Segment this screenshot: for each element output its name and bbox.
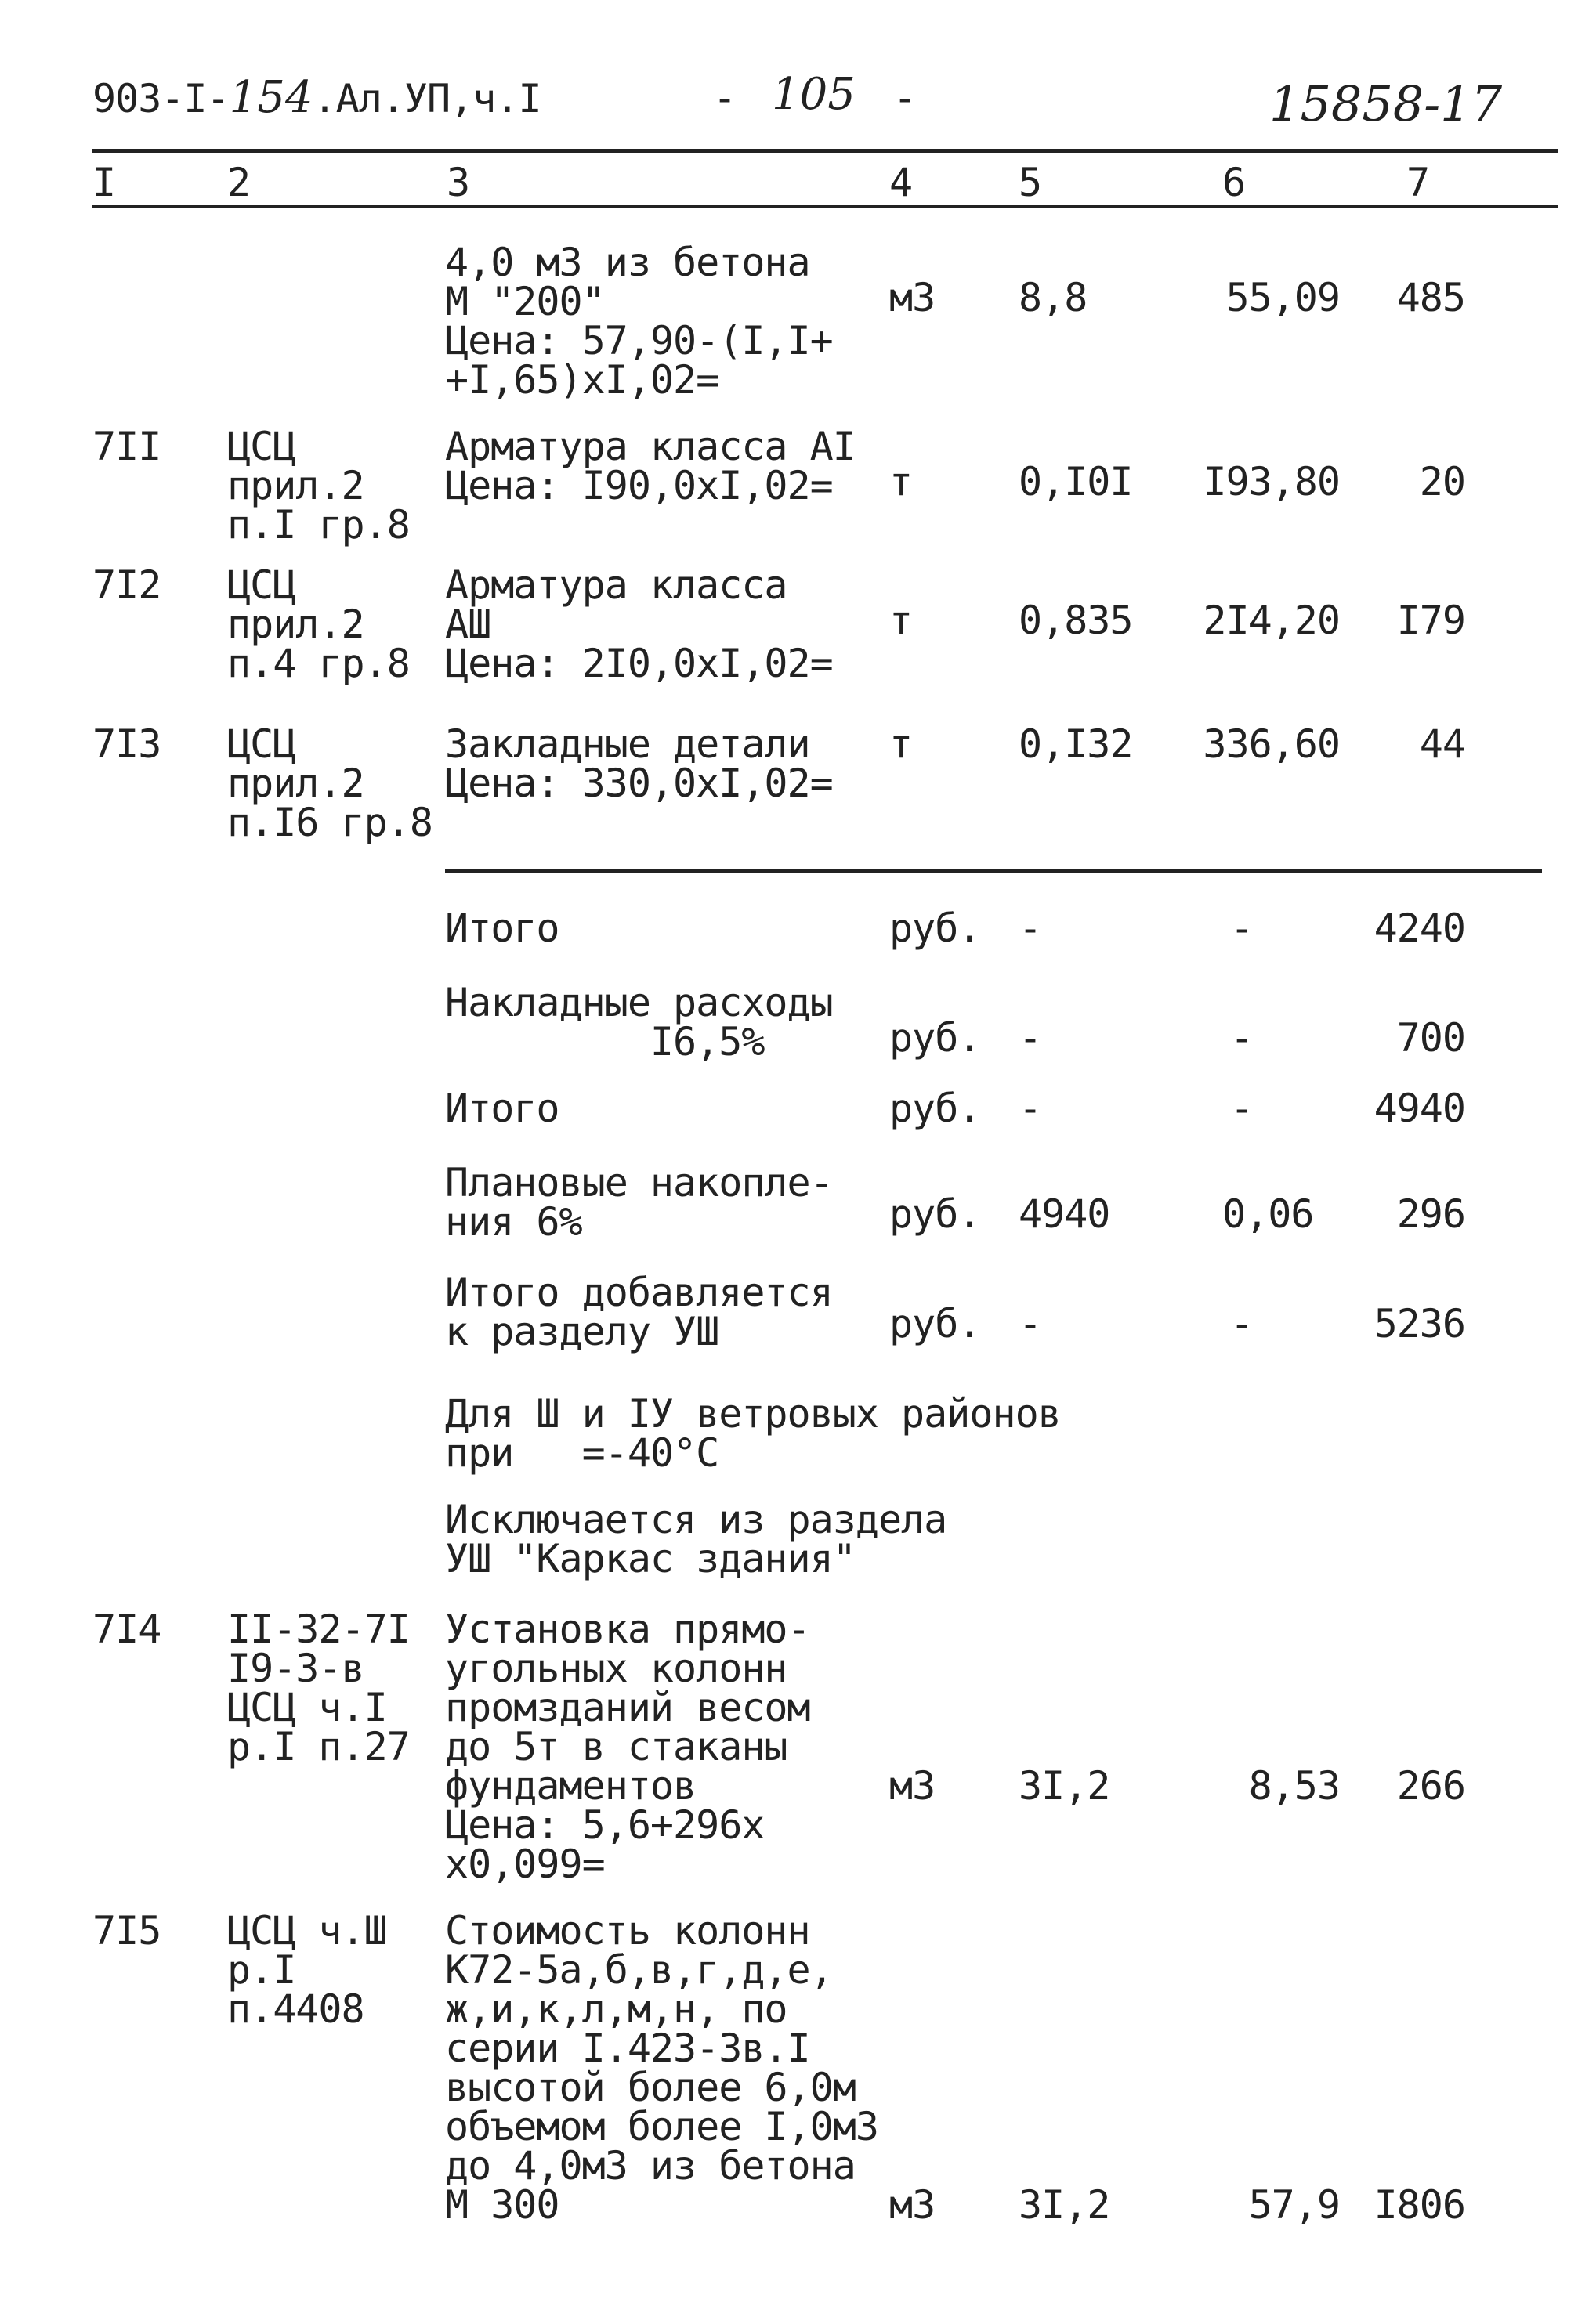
col-header-6: 6 (1222, 160, 1246, 205)
summary-price: - (1230, 1301, 1254, 1346)
row-number: 7II (92, 424, 161, 469)
summary-total: 4940 (1374, 1086, 1465, 1131)
col-header-3: 3 (447, 160, 470, 205)
summary-qty: - (1019, 1015, 1042, 1061)
row-total: 20 (1419, 459, 1465, 504)
row-reference: ЦСЦ прил.2 п.I6 гр.8 (227, 721, 433, 845)
row-qty: 0,835 (1019, 598, 1133, 643)
row-reference: ЦСЦ прил.2 п.I гр.8 (227, 424, 410, 548)
row-desc: Арматура класса АШ Цена: 2I0,0xI,02= (445, 562, 833, 686)
summary-total: 700 (1396, 1015, 1465, 1061)
summary-price: 0,06 (1222, 1191, 1314, 1237)
summary-price: - (1230, 905, 1254, 951)
summary-unit: руб. (889, 1191, 981, 1237)
summary-desc: Итого добавляется к разделу УШ (445, 1270, 833, 1354)
row-qty: 8,8 (1019, 275, 1088, 320)
summary-qty: - (1019, 1301, 1042, 1346)
page-dash-right: - (893, 75, 917, 121)
summary-desc: Итого (445, 1086, 559, 1131)
summary-unit: руб. (889, 905, 981, 951)
note-wind-regions: Для Ш и IУ ветровых районов при =-40°C (445, 1391, 1061, 1476)
summary-qty: - (1019, 1086, 1042, 1131)
row-desc: Закладные детали Цена: 330,0xI,02= (445, 721, 833, 806)
summary-price: - (1230, 1015, 1254, 1061)
summary-unit: руб. (889, 1301, 981, 1346)
section-divider (445, 869, 1542, 873)
page-dash-left: - (713, 75, 737, 121)
page-number: 105 (772, 69, 856, 120)
row-number: 7I5 (92, 1908, 161, 1954)
row-total: 266 (1396, 1763, 1465, 1809)
row-reference: ЦСЦ ч.Ш р.I п.4408 (227, 1908, 387, 2032)
row-price: 8,53 (1248, 1763, 1340, 1809)
doc-code-prefix: 903-I- (92, 76, 230, 121)
row-total: I79 (1396, 598, 1465, 643)
summary-unit: руб. (889, 1086, 981, 1131)
summary-desc: Итого (445, 905, 559, 951)
row-number: 7I4 (92, 1607, 161, 1652)
row-desc: 4,0 м3 из бетона М "200" Цена: 57,90-(I,I+ +I,65)xI,02= (445, 240, 833, 403)
summary-total: 4240 (1374, 905, 1465, 951)
row-unit: м3 (889, 1763, 936, 1809)
doc-code-suffix: .Ал.УП,ч.I (313, 76, 541, 121)
summary-total: 5236 (1374, 1301, 1465, 1346)
archive-number: 15858-17 (1269, 75, 1503, 132)
row-desc: Установка прямо- угольных колонн промзданий весом до 5т в стаканы фундаментов Цена: 5,6+296x x0,099= (445, 1607, 810, 1887)
doc-code-handwritten: 154 (229, 72, 313, 123)
col-header-4: 4 (889, 160, 913, 205)
row-total: 44 (1419, 721, 1465, 767)
col-header-1: I (92, 160, 116, 205)
row-qty: 0,I32 (1019, 721, 1133, 767)
doc-code (92, 72, 541, 123)
row-qty: 0,I0I (1019, 459, 1133, 504)
note-excluded-section: Исключается из раздела УШ "Каркас здания" (445, 1497, 947, 1581)
row-unit: м3 (889, 2182, 936, 2228)
row-desc: Арматура класса AI Цена: I90,0xI,02= (445, 424, 856, 508)
summary-unit: руб. (889, 1015, 981, 1061)
row-unit: т (889, 459, 913, 504)
row-price: 55,09 (1225, 275, 1340, 320)
top-rule (92, 149, 1558, 153)
header-bottom-rule (92, 205, 1558, 208)
row-number: 7I3 (92, 721, 161, 767)
summary-desc: Накладные расходы I6,5% (445, 980, 833, 1064)
col-header-5: 5 (1019, 160, 1042, 205)
row-price: I93,80 (1203, 459, 1340, 504)
row-price: 2I4,20 (1203, 598, 1340, 643)
row-unit: т (889, 721, 913, 767)
row-unit: м3 (889, 275, 936, 320)
row-unit: т (889, 598, 913, 643)
row-total: 485 (1396, 275, 1465, 320)
col-header-7: 7 (1406, 160, 1430, 205)
summary-price: - (1230, 1086, 1254, 1131)
row-qty: 3I,2 (1019, 1763, 1110, 1809)
row-price: 336,60 (1203, 721, 1340, 767)
row-price: 57,9 (1248, 2182, 1340, 2228)
row-reference: II-32-7I I9-3-в ЦСЦ ч.I р.I п.27 (227, 1607, 410, 1769)
col-header-2: 2 (227, 160, 251, 205)
summary-qty: - (1019, 905, 1042, 951)
summary-qty: 4940 (1019, 1191, 1110, 1237)
row-desc: Стоимость колонн К72-5а,б,в,г,д,е, ж,и,к,л,м,н, по серии I.423-3в.I высотой более 6,0м объемом более I,0м3 до 4,0м3 из бетона М 300 (445, 1908, 878, 2228)
summary-total: 296 (1396, 1191, 1465, 1237)
row-qty: 3I,2 (1019, 2182, 1110, 2228)
row-reference: ЦСЦ прил.2 п.4 гр.8 (227, 562, 410, 686)
summary-desc: Плановые накопле- ния 6% (445, 1160, 833, 1245)
row-number: 7I2 (92, 562, 161, 608)
row-total: I806 (1374, 2182, 1465, 2228)
